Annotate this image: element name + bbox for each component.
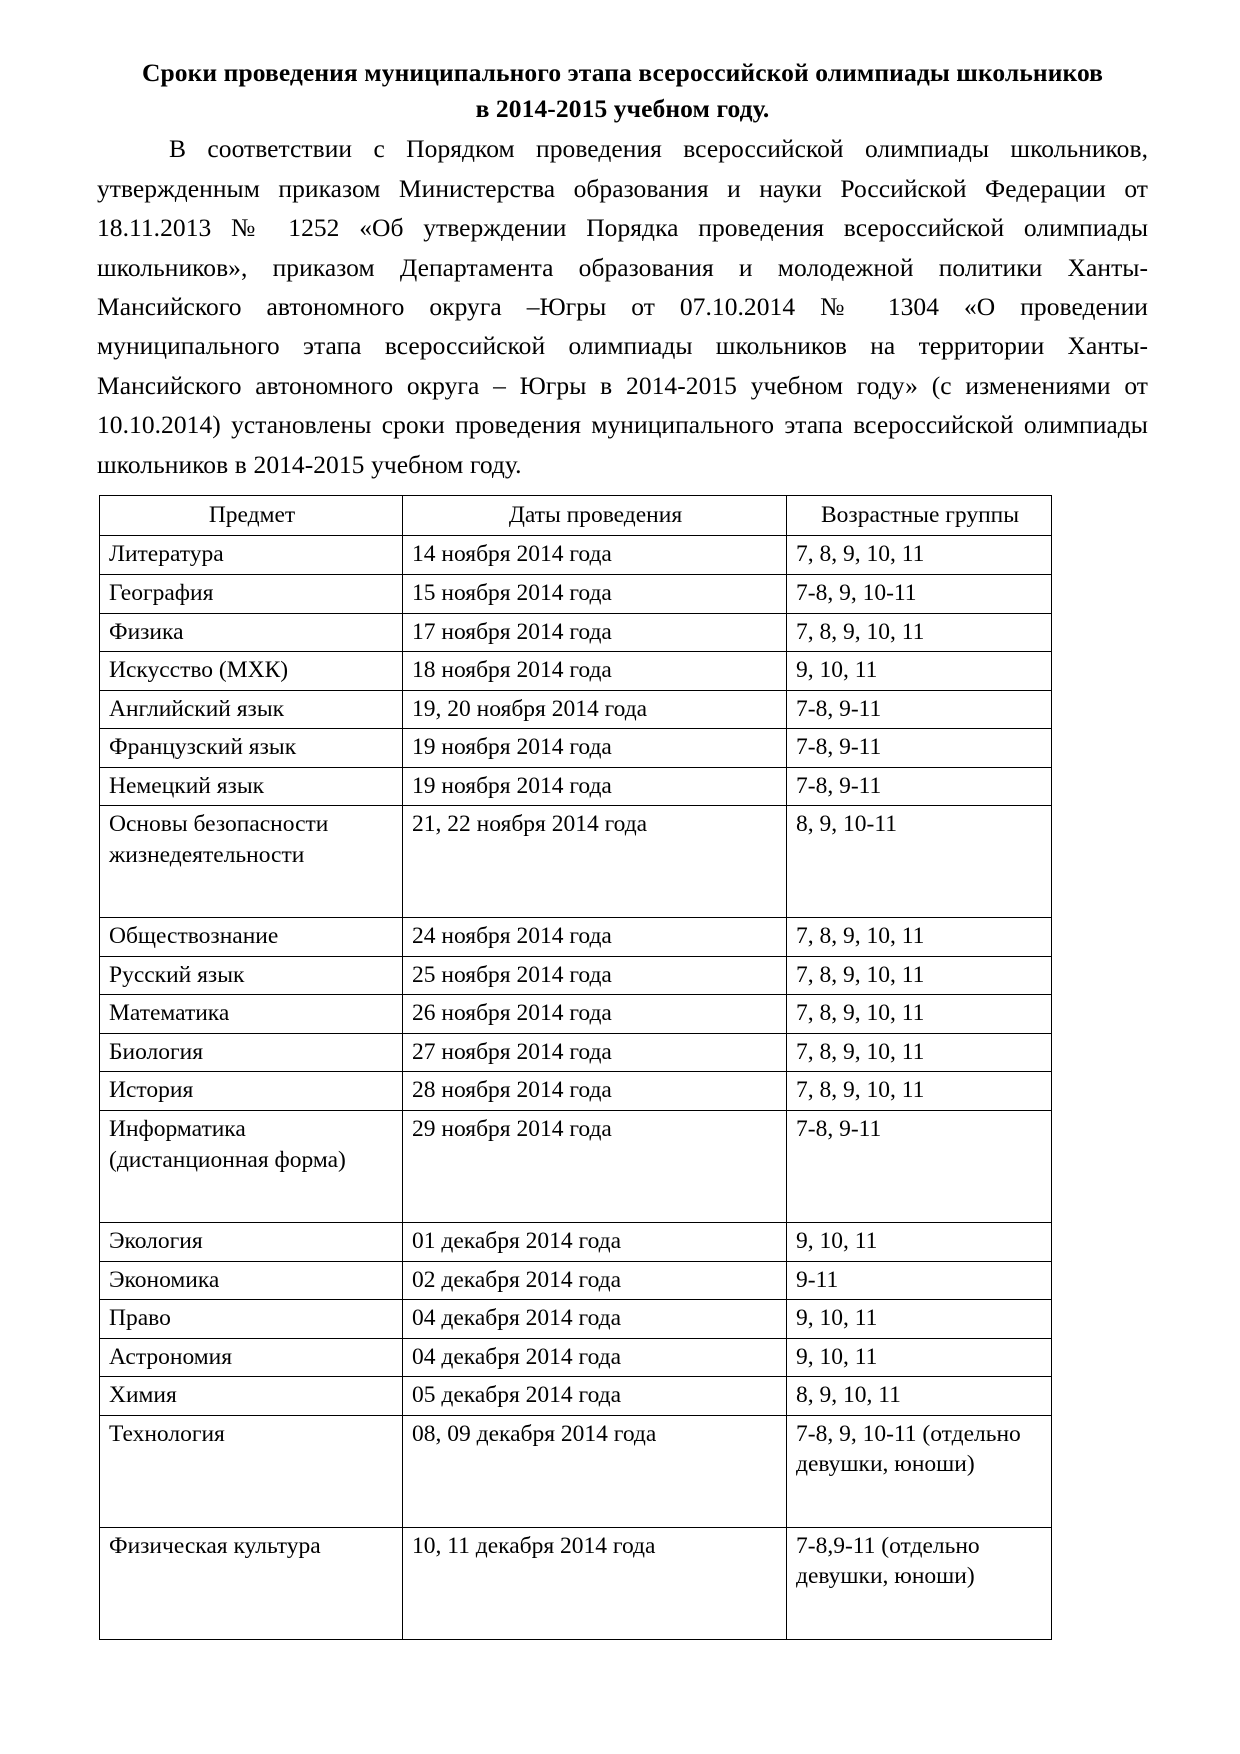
- cell-subject: Химия: [100, 1377, 403, 1416]
- cell-age-groups: 9, 10, 11: [787, 652, 1052, 691]
- cell-subject: Английский язык: [100, 690, 403, 729]
- cell-age-groups: 7, 8, 9, 10, 11: [787, 536, 1052, 575]
- cell-subject: Физическая культура: [100, 1527, 403, 1639]
- cell-age-groups: 9, 10, 11: [787, 1300, 1052, 1339]
- cell-subject: История: [100, 1072, 403, 1111]
- cell-subject: Искусство (МХК): [100, 652, 403, 691]
- cell-dates: 27 ноября 2014 года: [403, 1033, 787, 1072]
- cell-age-groups: 7, 8, 9, 10, 11: [787, 956, 1052, 995]
- table-row: [100, 536, 1052, 575]
- cell-subject: Основы безопасности жизнедеятельности: [100, 806, 403, 918]
- table-row: [100, 652, 1052, 691]
- table-header-row: [100, 495, 1052, 536]
- table-row: [100, 1300, 1052, 1339]
- table-row: [100, 1223, 1052, 1262]
- cell-subject: Экология: [100, 1223, 403, 1262]
- cell-dates: 10, 11 декабря 2014 года: [403, 1527, 787, 1639]
- cell-dates: 26 ноября 2014 года: [403, 995, 787, 1034]
- cell-age-groups: 7-8, 9, 10-11 (отдельно девушки, юноши): [787, 1415, 1052, 1527]
- table-row: [100, 690, 1052, 729]
- table-row: [100, 918, 1052, 957]
- table-body: [100, 536, 1052, 1639]
- cell-subject: География: [100, 575, 403, 614]
- page-title-line-2: в 2014-2015 учебном году.: [475, 94, 770, 124]
- cell-dates: 15 ноября 2014 года: [403, 575, 787, 614]
- cell-subject: Биология: [100, 1033, 403, 1072]
- cell-dates: 08, 09 декабря 2014 года: [403, 1415, 787, 1527]
- cell-subject: Технология: [100, 1415, 403, 1527]
- cell-dates: 18 ноября 2014 года: [403, 652, 787, 691]
- cell-dates: 19, 20 ноября 2014 года: [403, 690, 787, 729]
- table-row: [100, 575, 1052, 614]
- table-row: [100, 1072, 1052, 1111]
- cell-dates: 24 ноября 2014 года: [403, 918, 787, 957]
- cell-age-groups: 7, 8, 9, 10, 11: [787, 613, 1052, 652]
- cell-age-groups: 8, 9, 10, 11: [787, 1377, 1052, 1416]
- cell-subject: Физика: [100, 613, 403, 652]
- table-row: [100, 956, 1052, 995]
- cell-subject: Право: [100, 1300, 403, 1339]
- table-row: [100, 1377, 1052, 1416]
- table-row: [100, 1415, 1052, 1527]
- cell-age-groups: 7, 8, 9, 10, 11: [787, 1072, 1052, 1111]
- page-title-line-1: Сроки проведения муниципального этапа всероссийской олимпиады школьников: [141, 58, 1104, 87]
- cell-age-groups: 7-8, 9-11: [787, 690, 1052, 729]
- cell-age-groups: 7-8, 9-11: [787, 729, 1052, 768]
- cell-subject: Русский язык: [100, 956, 403, 995]
- table-row: [100, 1527, 1052, 1639]
- cell-age-groups: 7, 8, 9, 10, 11: [787, 918, 1052, 957]
- table-row: [100, 1261, 1052, 1300]
- cell-subject: Немецкий язык: [100, 767, 403, 806]
- table-row: [100, 767, 1052, 806]
- cell-dates: 28 ноября 2014 года: [403, 1072, 787, 1111]
- cell-dates: 19 ноября 2014 года: [403, 767, 787, 806]
- cell-dates: 29 ноября 2014 года: [403, 1111, 787, 1223]
- cell-dates: 17 ноября 2014 года: [403, 613, 787, 652]
- cell-dates: 21, 22 ноября 2014 года: [403, 806, 787, 918]
- intro-paragraph: В соответствии с Порядком проведения всероссийской олимпиады школьников, утвержденным приказом Министерства образования и науки Российской Федерации от 18.11.2013 № 1252 «Об утверждении Порядка проведения всероссийской олимпиады школьников», приказом Департамента образования и молодежной политики Ханты-Мансийского автономного округа –Югры от 07.10.2014 № 1304 «О проведении муниципального этапа всероссийской олимпиады школьников на территории Ханты-Мансийского автономного округа – Югры в 2014-2015 учебном году» (с изменениями от 10.10.2014) установлены сроки проведения муниципального этапа всероссийской олимпиады школьников в 2014-2015 учебном году.: [97, 134, 1148, 479]
- cell-subject: Экономика: [100, 1261, 403, 1300]
- cell-age-groups: 7, 8, 9, 10, 11: [787, 1033, 1052, 1072]
- cell-age-groups: 7-8, 9, 10-11: [787, 575, 1052, 614]
- column-header-dates: Даты проведения: [403, 495, 787, 536]
- cell-subject: Информатика (дистанционная форма): [100, 1111, 403, 1223]
- cell-age-groups: 8, 9, 10-11: [787, 806, 1052, 918]
- cell-dates: 04 декабря 2014 года: [403, 1338, 787, 1377]
- cell-subject: Астрономия: [100, 1338, 403, 1377]
- cell-dates: 01 декабря 2014 года: [403, 1223, 787, 1262]
- cell-age-groups: 9, 10, 11: [787, 1338, 1052, 1377]
- cell-age-groups: 7-8, 9-11: [787, 1111, 1052, 1223]
- cell-age-groups: 7, 8, 9, 10, 11: [787, 995, 1052, 1034]
- cell-dates: 04 декабря 2014 года: [403, 1300, 787, 1339]
- cell-subject: Французский язык: [100, 729, 403, 768]
- cell-age-groups: 7-8, 9-11: [787, 767, 1052, 806]
- column-header-subject: Предмет: [100, 495, 403, 536]
- table-header: [100, 495, 1052, 536]
- cell-subject: Литература: [100, 536, 403, 575]
- olympiad-schedule-table: [99, 495, 1052, 1640]
- table-row: [100, 806, 1052, 918]
- column-header-age-groups: Возрастные группы: [787, 495, 1052, 536]
- table-row: [100, 1111, 1052, 1223]
- cell-dates: 02 декабря 2014 года: [403, 1261, 787, 1300]
- cell-age-groups: 9, 10, 11: [787, 1223, 1052, 1262]
- cell-dates: 19 ноября 2014 года: [403, 729, 787, 768]
- table-row: [100, 729, 1052, 768]
- cell-dates: 25 ноября 2014 года: [403, 956, 787, 995]
- cell-age-groups: 7-8,9-11 (отдельно девушки, юноши): [787, 1527, 1052, 1639]
- cell-dates: 14 ноября 2014 года: [403, 536, 787, 575]
- cell-dates: 05 декабря 2014 года: [403, 1377, 787, 1416]
- table-row: [100, 995, 1052, 1034]
- cell-subject: Обществознание: [100, 918, 403, 957]
- cell-age-groups: 9-11: [787, 1261, 1052, 1300]
- cell-subject: Математика: [100, 995, 403, 1034]
- page-title: [97, 55, 1148, 127]
- table-row: [100, 1033, 1052, 1072]
- table-row: [100, 1338, 1052, 1377]
- table-row: [100, 613, 1052, 652]
